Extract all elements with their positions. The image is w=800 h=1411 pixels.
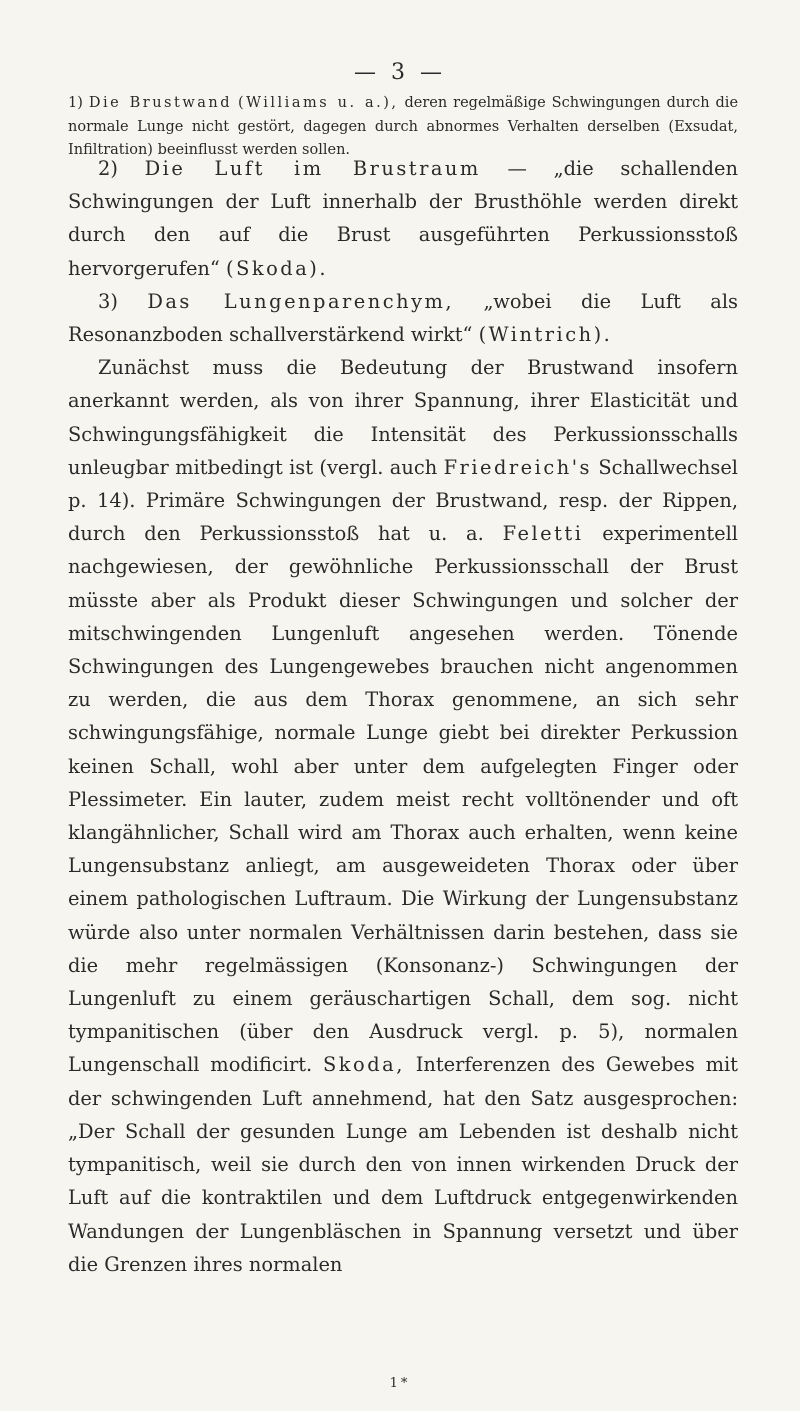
body-sentence-3: experimentell nachgewiesen, der gewöhnliche Perkussionsschall der Brust müsste aber als Produkt dieser Schwingungen und solcher der mitschwingenden Lungenluft angesehen werden. Tönende Schwingungen des Lungengewebes brauchen nicht angenommen zu werden, die aus dem Thorax genommene, an sich sehr schwingungsfähige, normale Lunge giebt bei direkter Perkussion keinen Schall, wohl aber unter dem aufgelegten Finger oder Plessimeter. Ein lauter, zudem meist recht volltönender und oft klangähnlicher, Schall wird am Thorax auch erhalten, wenn keine Lungensubstanz anliegt, am ausgeweideten Thorax oder über einem pathologischen Luftraum. Die Wirkung der Lungensubstanz würde also unter normalen Verhältnissen darin bestehen, dass sie die mehr regelmässigen (Konsonanz-) Schwingungen der Lungenluft zu einem geräuschartigen Schall, dem sog. nicht tympanitischen (über den Ausdruck vergl. p. 5), normalen Lungenschall modificirt. [68, 522, 739, 1077]
main-text [68, 152, 738, 1281]
item-1-rest: deren regelmäßige Schwingungen durch die normale Lunge nicht gestört, dagegen durch abnormes Verhalten derselben (Exsudat, Infiltration) beeinflusst werden sollen. [68, 95, 739, 158]
body-sentence-2: Schallwechsel p. 14). Primäre Schwingungen der Brustwand, resp. der Rippen, durch den Perkussionsstoß hat u. a. [68, 455, 739, 546]
page-number: — 3 — [354, 60, 446, 85]
body-sentence-4: Interferenzen des Gewebes mit der schwingenden Luft annehmend, hat den Satz ausgesprochen: „Der Schall der gesunden Lunge am Lebenden ist deshalb nicht tympanitisch, weil sie durch den von innen wirkenden Druck der Luft auf die kontraktilen und dem Luftdruck entgegenwirkenden Wandungen der Lungenbläschen in Spannung versetzt und über die Grenzen ihres normalen [68, 1053, 738, 1276]
item-1-term: Die Brustwand [88, 95, 233, 111]
item-3-rest: „wobei die Luft als Resonanzboden schallverstärkend wirkt“ [68, 289, 738, 347]
name-friedreich: Friedreich's [443, 455, 592, 479]
item-2-term: Die Luft im Brustraum [144, 157, 481, 180]
item-3-author: (Wintrich). [478, 323, 613, 347]
name-skoda: Skoda, [323, 1053, 405, 1077]
item-2-paragraph [68, 152, 738, 285]
item-3-number: 3) [98, 289, 118, 313]
body-paragraph [68, 351, 738, 1281]
item-3-paragraph [68, 285, 738, 351]
signature-mark: 1* [389, 1376, 411, 1391]
item-3-term: Das Lungenparenchym, [147, 289, 455, 313]
item-2-rest: — „die schallenden Schwingungen der Luft innerhalb der Brusthöhle werden direkt durch den auf die Brust ausgeführten Perkussionsstoß hervorgerufen“ [68, 157, 739, 280]
body-sentence-1: Zunächst muss die Bedeutung der Brustwand insofern anerkannt werden, als von ihrer Spannung, ihrer Elasticität und Schwingungsfähigkeit die Intensität des Perkussionsschalls unleugbar mitbedingt ist (vergl. auch [68, 356, 738, 479]
name-feletti: Feletti [502, 522, 584, 546]
item-1-author: (Williams u. a.), [237, 95, 399, 111]
item-2-number: 2) [98, 157, 118, 180]
item-1-number: 1) [68, 95, 83, 111]
item-2-author: (Skoda). [226, 256, 328, 280]
